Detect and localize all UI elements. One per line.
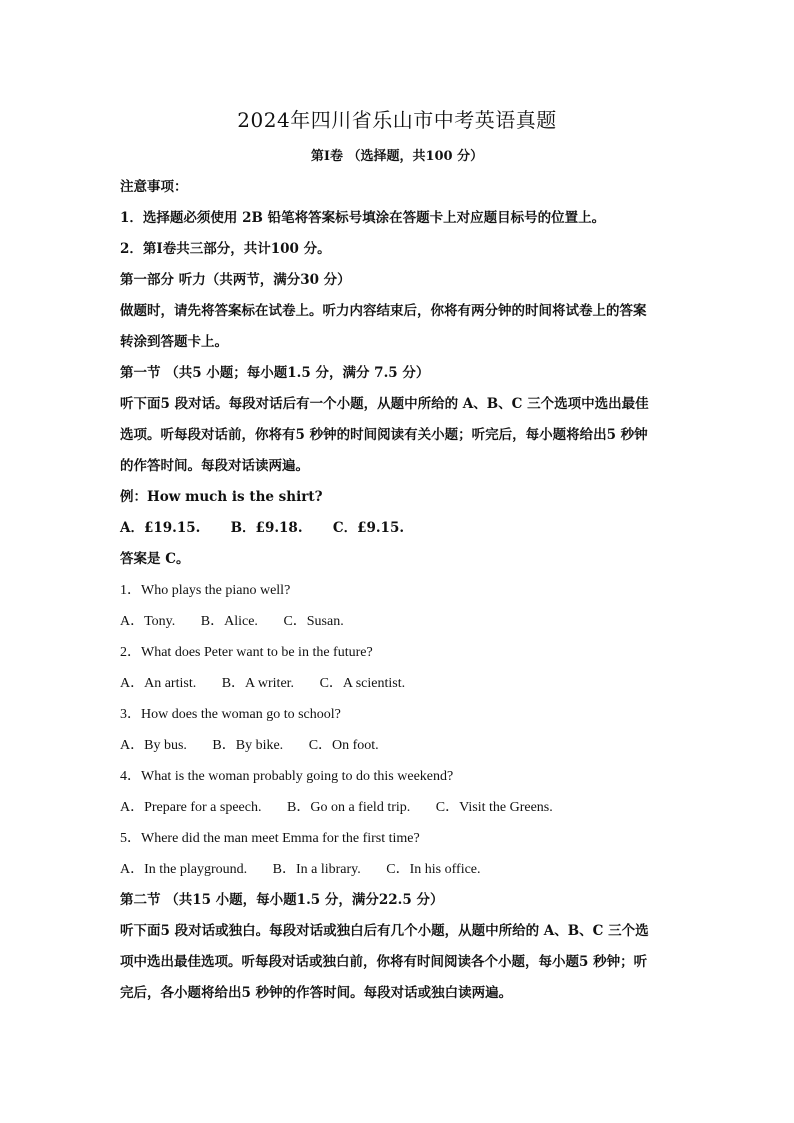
- paper-subtitle: 第Ⅰ卷 （选择题，共100 分）: [310, 149, 484, 164]
- option-a: A．In the playground.: [120, 862, 248, 877]
- question-1: 1．Who plays the piano well?: [120, 583, 291, 598]
- example-options: [120, 513, 680, 544]
- notes-heading: 注意事项：: [120, 179, 188, 195]
- section2-heading: 第二节 （共15 小题，每小题1.5 分，满分22.5 分）: [120, 892, 444, 908]
- section2-instruction-line: 完后，各小题将给出5 秒钟的作答时间。每段对话或独白读两遍。: [120, 985, 513, 1001]
- option-b: B．Alice.: [200, 614, 258, 629]
- option-c: C．A scientist.: [319, 676, 406, 691]
- question-3: 3．How does the woman go to school?: [120, 707, 341, 722]
- option-a: A．An artist.: [120, 676, 197, 691]
- question-4: 4．What is the woman probably going to do this weekend?: [120, 769, 454, 784]
- example-option: A．£19.15.: [120, 520, 201, 536]
- option-b: B．A writer.: [221, 676, 295, 691]
- section2-instruction-line: 项中选出最佳选项。听每段对话或独白前，你将有时间阅读各个小题，每小题5 秒钟；听: [120, 954, 648, 970]
- note-2: 2．第Ⅰ卷共三部分，共计100 分。: [120, 241, 331, 257]
- section1-heading: 第一节 （共5 小题；每小题1.5 分，满分 7.5 分）: [120, 365, 430, 381]
- section1-instruction-line: 听下面5 段对话。每段对话后有一个小题，从题中所给的 A、B、C 三个选项中选出最佳: [120, 396, 649, 412]
- part1-heading: 第一部分 听力（共两节，满分30 分）: [120, 272, 351, 288]
- option-c: C．Visit the Greens.: [435, 800, 553, 815]
- question-5-options: [120, 854, 680, 885]
- example-question: 例：How much is the shirt?: [120, 489, 323, 505]
- note-1: 1．选择题必须使用 2B 铅笔将答案标号填涂在答题卡上对应题目标号的位置上。: [120, 210, 606, 226]
- example-option: B．£9.18.: [230, 520, 303, 536]
- part1-instruction-line: 转涂到答题卡上。: [120, 334, 228, 350]
- option-a: A．By bus.: [120, 738, 187, 753]
- question-1-options: [120, 606, 680, 637]
- question-5: 5．Where did the man meet Emma for the first time?: [120, 831, 420, 846]
- section1-instruction-line: 的作答时间。每段对话读两遍。: [120, 458, 309, 474]
- exam-title: 2024年四川省乐山市中考英语真题: [237, 108, 557, 132]
- option-b: B．In a library.: [272, 862, 361, 877]
- section1-instruction-line: 选项。听每段对话前，你将有5 秒钟的时间阅读有关小题；听完后，每小题将给出5 秒钟: [120, 427, 648, 443]
- exam-body: [120, 172, 680, 1009]
- option-a: A．Tony.: [120, 614, 176, 629]
- question-3-options: [120, 730, 680, 761]
- question-4-options: [120, 792, 680, 823]
- option-a: A．Prepare for a speech.: [120, 800, 262, 815]
- example-option: C．£9.15.: [332, 520, 405, 536]
- part1-instruction-line: 做题时，请先将答案标在试卷上。听力内容结束后，你将有两分钟的时间将试卷上的答案: [120, 303, 647, 319]
- section2-instruction-line: 听下面5 段对话或独白。每段对话或独白后有几个小题，从题中所给的 A、B、C 三个选: [120, 923, 649, 939]
- option-c: C．In his office.: [386, 862, 481, 877]
- example-answer: 答案是 C。: [120, 551, 190, 567]
- question-2: 2．What does Peter want to be in the future?: [120, 645, 373, 660]
- option-b: B．By bike.: [212, 738, 284, 753]
- option-b: B．Go on a field trip.: [287, 800, 411, 815]
- option-c: C．On foot.: [308, 738, 379, 753]
- option-c: C．Susan.: [283, 614, 344, 629]
- question-2-options: [120, 668, 680, 699]
